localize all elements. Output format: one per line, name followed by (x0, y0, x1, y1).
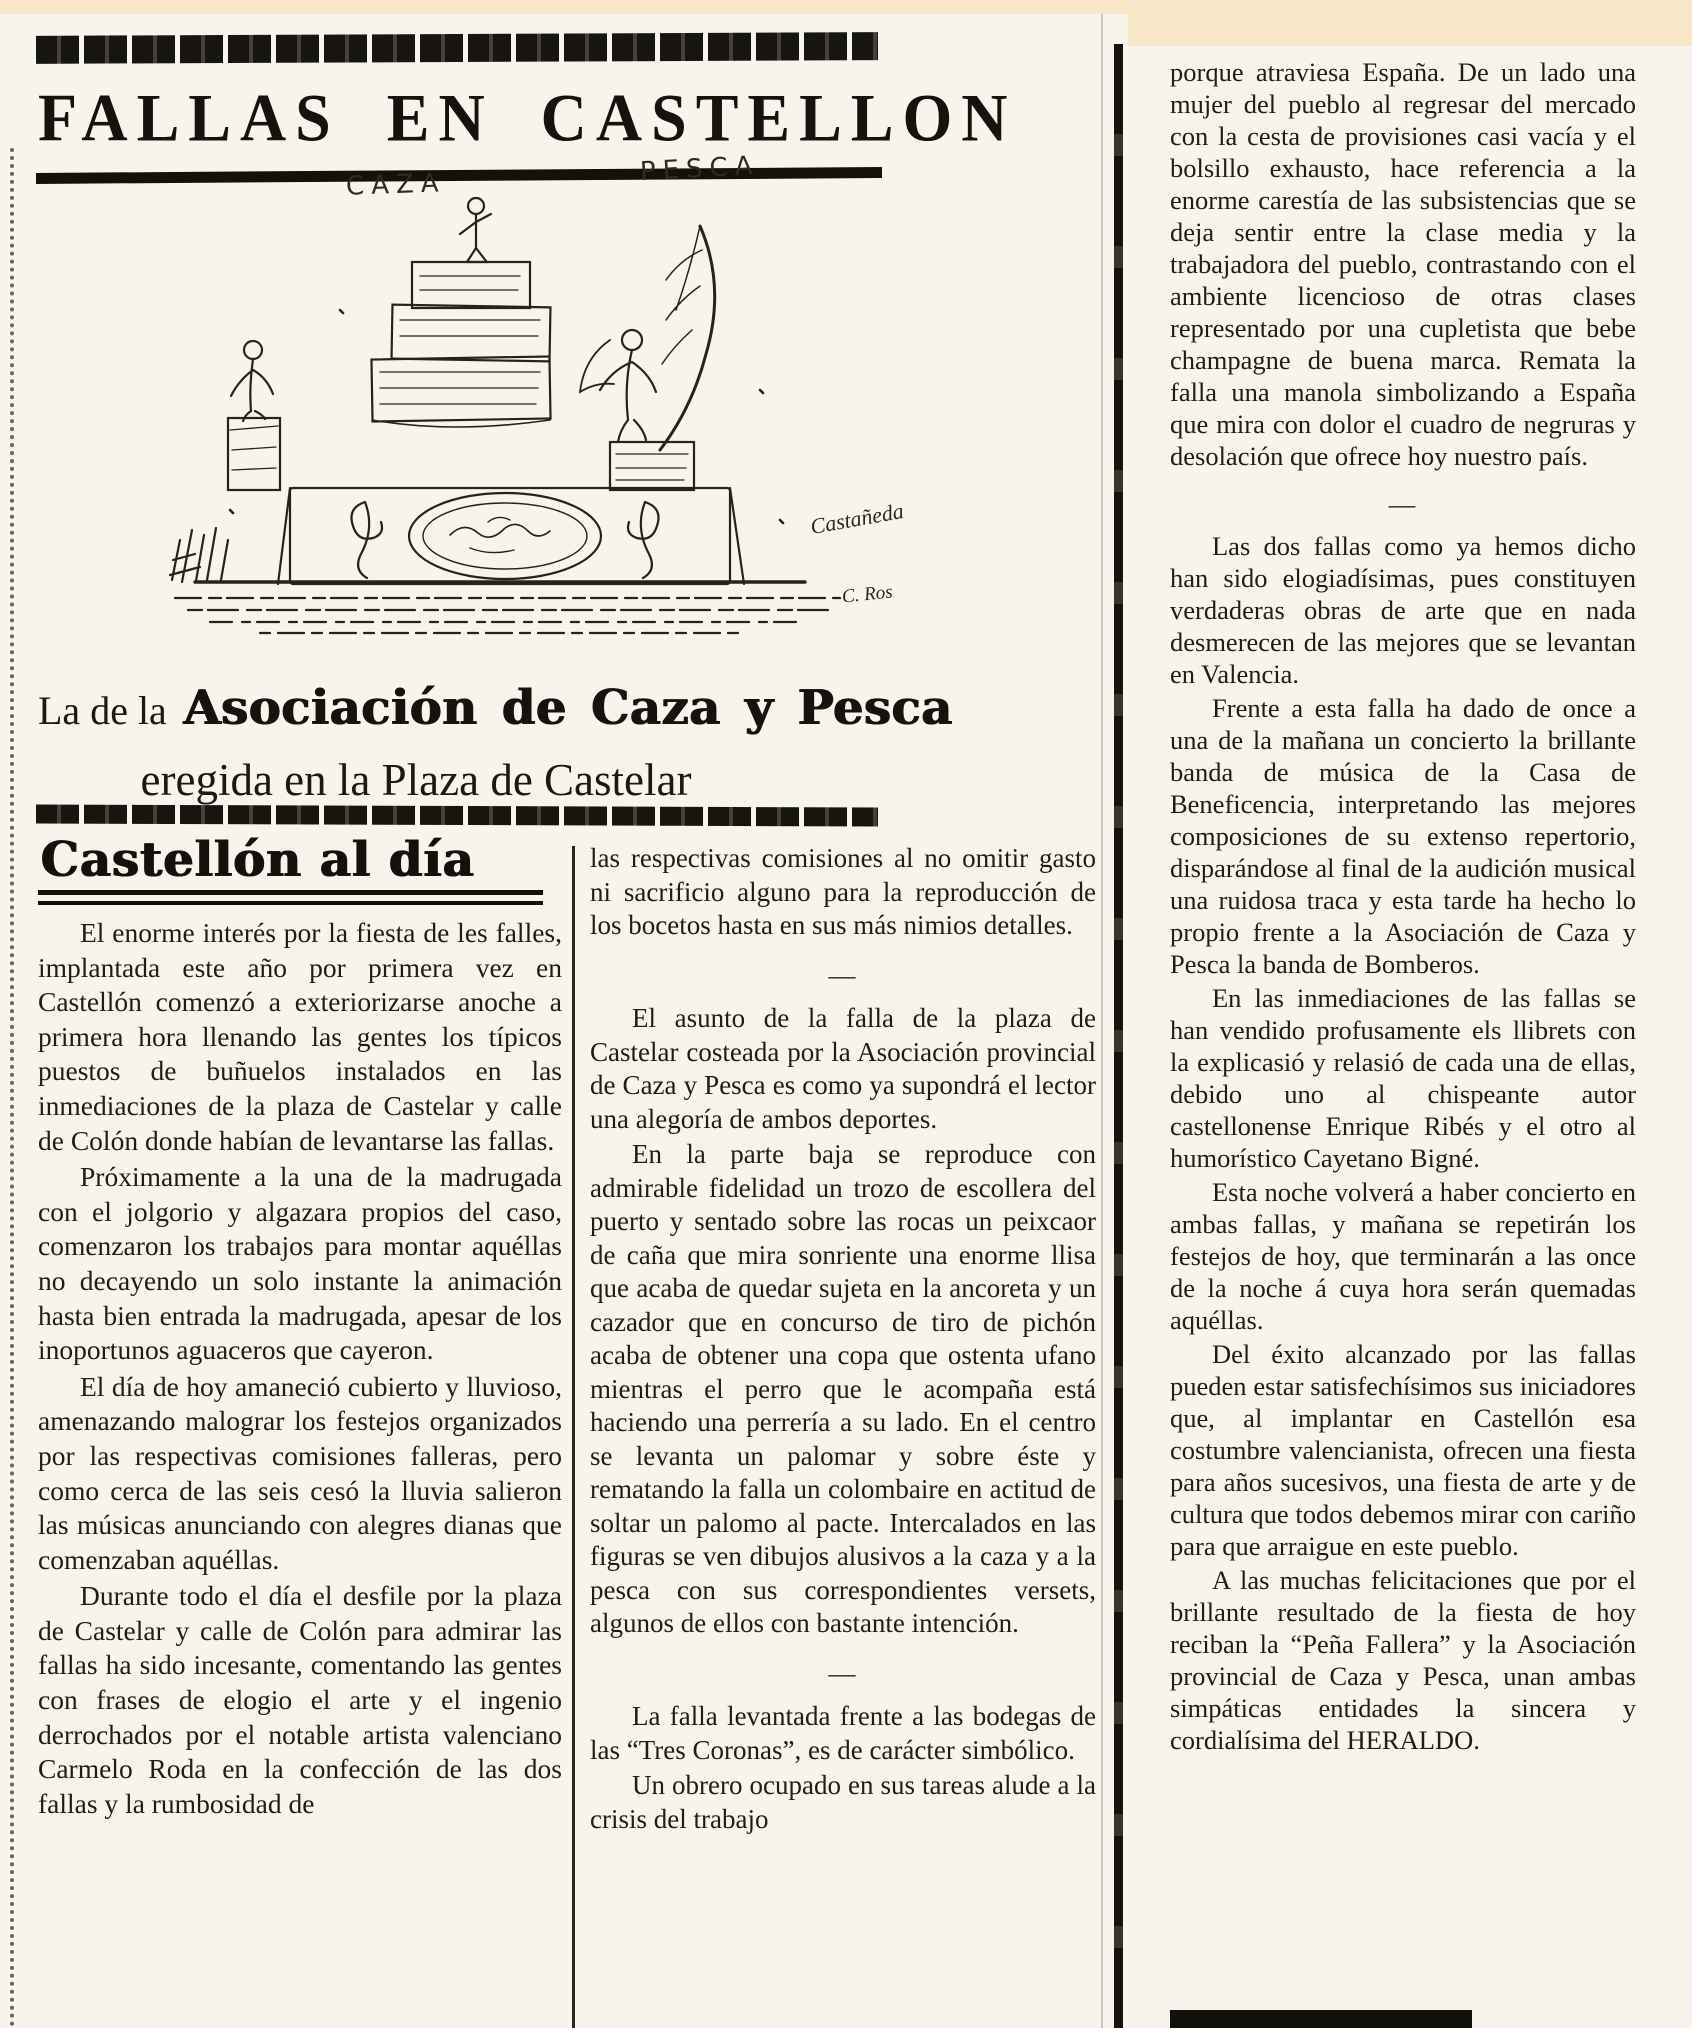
page-title: FALLAS EN CASTELLON (38, 79, 1017, 156)
article-paragraph: El día de hoy amaneció cubierto y lluvioso, amenazando malograr los festejos organizados por las respectivas comisiones falleras, pero como cerca de las seis cesó la lluvia salieron las músicas anunciando con alegres dianas que comenzaban aquéllas. (38, 1370, 562, 1575)
article-paragraph: Durante todo el día el desfile por la plaza de Castelar y calle de Colón para admirar las fallas ha sido incesante, comentando las gentes con frases de elogio el arte y el ingenio derrochados por el notable artista valenciano Carmelo Roda en la confección de las dos fallas y la rumbosidad de (38, 1580, 562, 1819)
page-gutter-rule (1114, 44, 1123, 2028)
article-column-left (38, 916, 562, 2028)
page-edge-line (1101, 14, 1103, 2028)
article-paragraph: Esta noche volverá a haber concierto en ambas fallas, y mañana se repetirán los festejos de hoy, que terminarán a las once de la noche á cuya hora serán quemadas aquéllas. (1170, 1177, 1636, 1335)
illustration-caption (38, 680, 953, 736)
article-paragraph: En las inmediaciones de las fallas se han vendido profusamente els llibrets con la explicasió y relasió de cada una de ellas, debido uno al chispeante autor castellonense Enrique Ribés y el otro al humorístico Cayetano Bigné. (1170, 983, 1636, 1173)
masthead-ornament-rule (36, 32, 878, 64)
paragraph-separator: — (828, 1657, 858, 1688)
paragraph-separator: — (828, 959, 858, 990)
article-paragraph: Del éxito alcanzado por las fallas pueden estar satisfechísimos sus iniciadores que, al implantar en Castellón esa costumbre valencianista, ofrecen una fiesta para años sucesivos, una fiesta de arte y de cultura que todos debemos mirar con cariño para que arraigue en este pueblo. (1170, 1339, 1636, 1561)
article-paragraph: Un obrero ocupado en sus tareas alude a la crisis del trabajo (590, 1770, 1096, 1834)
caption-subtitle: eregida en la Plaza de Castelar (140, 755, 692, 805)
paragraph-separator: — (1388, 489, 1418, 519)
article-column-right (1170, 56, 1636, 2028)
artist-signature-cros: C. Ros (840, 581, 894, 608)
left-edge-dotted-rule (10, 148, 14, 2028)
article-paragraph: La falla levantada frente a las bodegas de las “Tres Coronas”, es de carácter simbólico. (590, 1701, 1096, 1765)
falla-monument-engraving (140, 190, 900, 660)
illustration-label-caza: CAZA (345, 168, 447, 202)
section-title: Castellón al día (40, 832, 475, 888)
illustration-label-pesca: PESCA (639, 150, 761, 188)
article-paragraph: Próximamente a la una de la madrugada con el jolgorio y algazara propios del caso, comenzaron los trabajos para montar aquéllas no decayendo un solo instante la animación hasta bien entrada la madrugada, apesar de los inoportunos aguaceros que cayeron. (38, 1161, 562, 1366)
article-paragraph: Las dos fallas como ya hemos dicho han sido elogiadísimas, pues constituyen verdaderas obras de arte que en nada desmerecen de las mejores que se levantan en Valencia. (1170, 531, 1636, 689)
caption-lead-text: La de la (38, 688, 167, 733)
article-paragraph: porque atraviesa España. De un lado una mujer del pueblo al regresar del mercado con la cesta de provisiones casi vacía y el bolsillo exhausto, hace referencia a la enorme carestía de las subsistencias que se deja sentir entre la clase media y la trabajadora del pueblo, contrastando con el ambiente licencioso de otras clases representado por una cupletista que bebe champagne de buena marca. Remata la falla una manola simbolizando a España que mira con dolor el cuadro de negruras y desolación que ofrece hoy nuestro país. (1170, 57, 1636, 471)
article-paragraph: El enorme interés por la fiesta de les falles, implantada este año por primera vez en Castellón comenzó a exteriorizarse anoche a primera hora llenando las gentes los típicos puestos de buñuelos instalados en las inmediaciones de la plaza de Castelar y calle de Colón donde habían de levantarse las fallas. (38, 917, 562, 1156)
column-divider-rule (572, 846, 575, 2028)
falla-engraving-svg (140, 190, 900, 660)
top-cream-band-right (1128, 0, 1692, 46)
caption-title-text: Asociación de Caza y Pesca (182, 680, 953, 736)
section-title-double-rule (38, 890, 543, 905)
article-column-middle (590, 842, 1096, 2028)
article-paragraph: Frente a esta falla ha dado de once a una de la mañana un concierto la brillante banda de música de la Casa de Beneficencia, interpretando las mejores composiciones de su extenso repertorio, disparándose al final de la audición musical una ruidosa traca y esta tarde ha hecho lo propio frente a la Asociación de Caza y Pesca la banda de Bomberos. (1170, 693, 1636, 979)
article-paragraph: las respectivas comisiones al no omitir gasto ni sacrificio alguno para la reproducción de los bocetos hasta en sus más nimios detalles. (590, 843, 1096, 940)
article-paragraph: El asunto de la falla de la plaza de Castelar costeada por la Asociación provincial de Caza y Pesca es como ya supondrá el lector una alegoría de ambos deportes. (590, 1003, 1096, 1134)
article-paragraph: A las muchas felicitaciones que por el brillante resultado de la fiesta de hoy reciban la “Peña Fallera” y la Asociación provincial de Caza y Pesca, unan ambas simpáticas entidades la sincera y cordialísima del HERALDO. (1170, 1565, 1636, 1755)
bottom-section-rule (1170, 2010, 1472, 2028)
artist-signature-castaneda: Castañeda (808, 498, 906, 539)
article-paragraph: En la parte baja se reproduce con admirable fidelidad un trozo de escollera del puerto y sentado sobre las rocas un peixcaor de caña que mira sonriente una enorme llisa que acaba de quedar sujeta en la ancoreta y un cazador que en concurso de tiro de pichón acaba de obtener una copa que ostenta ufano mientras el perro que le acompaña está haciendo una perrería a su lado. En el centro se levanta un palomar y sobre éste y rematando la falla un colombaire en actitud de soltar un palomo al pacte. Intercalados en las figuras se ven dibujos alusivos a la caza y a la pesca con sus correspondientes versets, algunos de ellos con bastante intención. (590, 1139, 1096, 1638)
caption-ornament-rule (36, 805, 878, 827)
